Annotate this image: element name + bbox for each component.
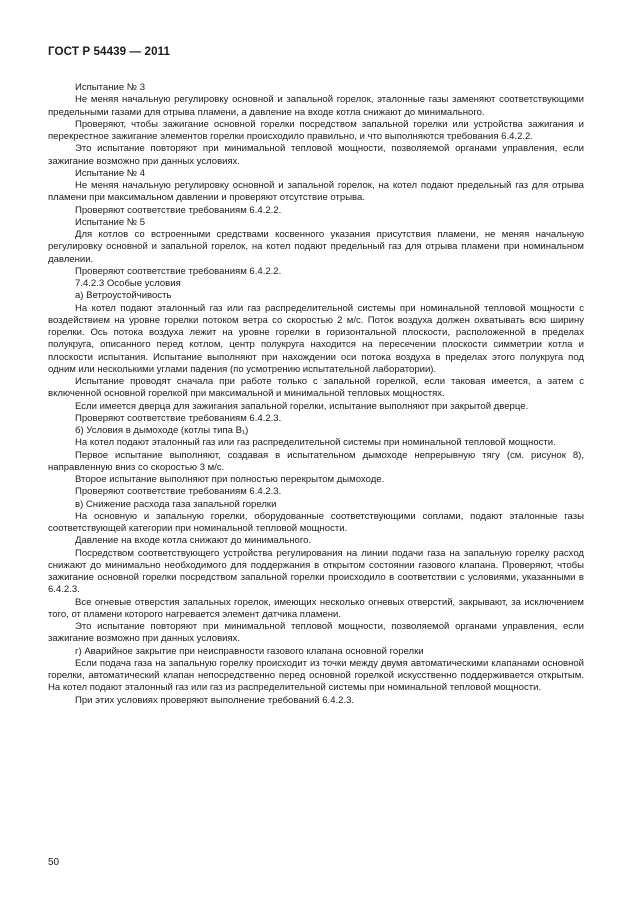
paragraph: Для котлов со встроенными средствами косвенного указания присутствия пламени, не меняя начальную регулировку основной и запальной горелок, на котел подают предельный газ для отрыва пламени при номинальном давлении.	[48, 229, 584, 265]
paragraph: Давление на входе котла снижают до минимального.	[75, 535, 312, 547]
paragraph: Проверяют соответствие требованиям 6.4.2.3.	[75, 486, 282, 498]
document-body	[48, 82, 584, 707]
paragraph: На котел подают эталонный газ или газ распределительной системы при номинальной тепловой мощности.	[75, 437, 556, 449]
paragraph: Испытание № 4	[75, 167, 146, 179]
paragraph: Проверяют соответствие требованиям 6.4.2.2.	[75, 204, 282, 216]
section-heading: 7.4.2.3 Особые условия	[75, 278, 181, 289]
paragraph: Проверяют соответствие требованиям 6.4.2.3.	[75, 412, 282, 424]
subsection-heading: г) Аварийное закрытие при неисправности газового клапана основной горелки	[75, 645, 424, 657]
paragraph: Если подача газа на запальную горелку происходит из точки между двумя автоматическими клапанами основной горелки, автоматический клапан непосредственно перед основной горелкой искусственно поддерживается открытым. На котел подают эталонный газ или газ из распределительной системы при номинальной тепловой мощности.	[48, 657, 584, 694]
subsection-heading: в) Снижение расхода газа запальной горелки	[75, 498, 277, 510]
paragraph: Если имеется дверца для зажигания запальной горелки, испытание выполняют при закрытой дверце.	[75, 400, 529, 412]
paragraph: Испытание № 5	[75, 216, 146, 228]
paragraph: Это испытание повторяют при минимальной тепловой мощности, позволяемой органами управления, если зажигание возможно при данных условиях.	[48, 143, 584, 167]
page-number: 50	[48, 857, 60, 868]
document-header: ГОСТ Р 54439 — 2011	[48, 45, 171, 58]
paragraph: На котел подают эталонный газ или газ распределительной системы при номинальной тепловой мощности с воздействием на уровне горелки потоком ветра со скоростью 2 м/с. Поток воздуха должен охватывать всю ширину горелки. Ось потока воздуха лежит на уровне горелки в горизонтальной плоскости, расположенной в пределах полукруга, описанного перед котлом, центр полукруга находится на пересечении плоскости симметрии котла и плоскости испытания. Испытание выполняют при нахождении оси потока воздуха в пределах этого полукруга под одним или несколькими углами падения (по усмотрению испытательной лаборатории).	[48, 302, 584, 375]
paragraph: Посредством соответствующего устройства регулирования на линии подачи газа на запальную горелку расход снижают до минимально необходимого для поддержания в открытом состоянии газового клапана. Проверяют, чтобы зажигание основной горелки посредством запальной горелки происходило в соответствии с условиями, указанными в 6.4.2.3.	[48, 547, 584, 596]
subsection-heading: а) Ветроустойчивость	[75, 290, 172, 302]
paragraph: Второе испытание выполняют при полностью перекрытом дымоходе.	[75, 474, 385, 485]
paragraph: Проверяют соответствие требованиям 6.4.2.2.	[75, 265, 282, 277]
paragraph: Проверяют, чтобы зажигание основной горелки посредством запальной горелки или устройства зажигания и перекрестное зажигание элементов горелки происходило правильно, и что выполняются требования 6.4.2.2.	[48, 118, 584, 142]
paragraph: На основную и запальную горелки, оборудованные соответствующими соплами, подают эталонные газы соответствующей категории при номинальной тепловой мощности.	[48, 510, 584, 534]
paragraph: Это испытание повторяют при минимальной тепловой мощности, позволяемой органами управления, если зажигание возможно при данных условиях.	[48, 621, 584, 645]
paragraph: Испытание № 3	[75, 82, 146, 93]
paragraph: Испытание проводят сначала при работе только с запальной горелкой, если таковая имеется, а затем с включенной основной горелкой при максимальной и минимальной тепловых мощностях.	[48, 376, 584, 400]
subsection-heading: б) Условия в дымоходе (котлы типа В₁)	[75, 425, 249, 436]
paragraph: При этих условиях проверяют выполнение требований 6.4.2.3.	[75, 694, 355, 706]
paragraph: Все огневые отверстия запальных горелок, имеющих несколько огневых отверстий, закрывают, за исключением того, от пламени которого нагревается элемент датчика пламени.	[48, 596, 584, 620]
paragraph: Первое испытание выполняют, создавая в испытательном дымоходе непрерывную тягу (см. рисунок 8), направленную вниз со скоростью 3 м/с.	[48, 449, 584, 473]
paragraph: Не меняя начальную регулировку основной и запальной горелок, эталонные газы заменяют соответствующими предельными газами для отрыва пламени, а давление на входе котла снижают до минимального.	[48, 94, 584, 118]
paragraph: Не меняя начальную регулировку основной и запальной горелок, на котел подают предельный газ для отрыва пламени при максимальном давлении и проверяют отсутствие отрыва.	[48, 180, 584, 204]
